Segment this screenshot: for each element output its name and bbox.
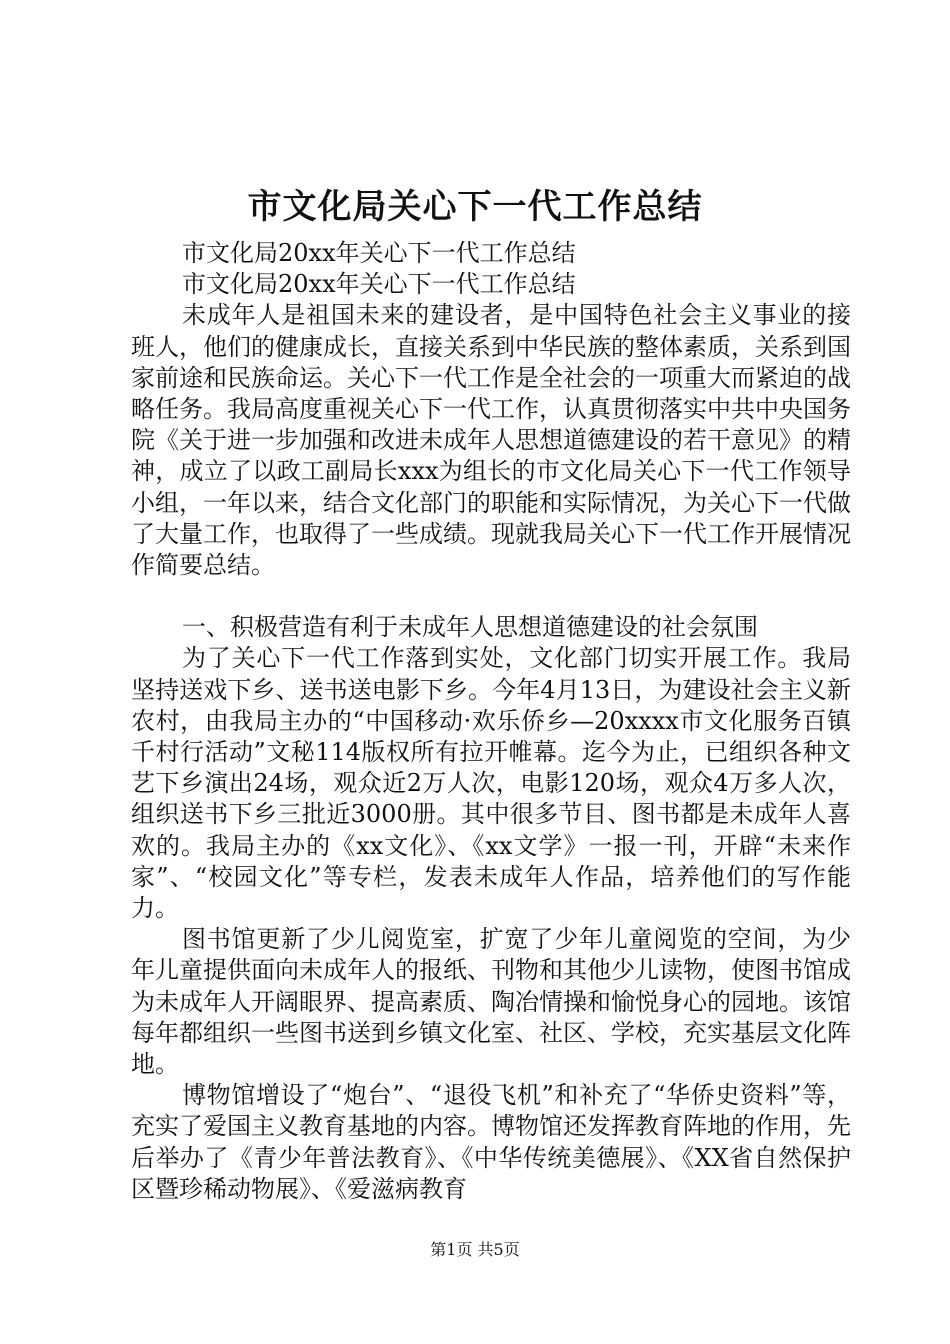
body-paragraph: 为了关心下一代工作落到实处，文化部门切实开展工作。我局坚持送戏下乡、送书送电影下乡。今年4月13日，为建设社会主义新农村，由我局主办的“中国移动·欢乐侨乡—20xxxx市文化服务百镇千村行活动”文秘114版权所有拉开帷幕。迄今为止，已组织各种文艺下乡演出24场，观众近2万人次，电影120场，观众4万多人次，组织送书下乡三批近3000册。其中很多节目、图书都是未成年人喜欢的。我局主办的《xx文化》、《xx文学》一报一刊，开辟“未来作家”、“校园文化”等专栏，发表未成年人作品，培养他们的写作能力。 bbox=[131, 644, 851, 923]
section-heading: 一、积极营造有利于未成年人思想道德建设的社会氛围 bbox=[182, 613, 758, 642]
body-paragraph: 博物馆增设了“炮台”、“退役飞机”和补充了“华侨史资料”等，充实了爱国主义教育基地的内容。博物馆还发挥教育阵地的作用，先后举办了《青少年普法教育》、《中华传统美德展》、《XX省自然保护区暨珍稀动物展》、《爱滋病教育 bbox=[131, 1081, 851, 1203]
body-paragraph: 未成年人是祖国未来的建设者，是中国特色社会主义事业的接班人，他们的健康成长，直接关系到中华民族的整体素质，关系到国家前途和民族命运。关心下一代工作是全社会的一项重大而紧迫的战略任务。我局高度重视关心下一代工作，认真贯彻落实中共中央国务院《关于进一步加强和改进未成年人思想道德建设的若干意见》的精神，成立了以政工副局长xxx为组长的市文化局关心下一代工作领导小组，一年以来，结合文化部门的职能和实际情况，为关心下一代做了大量工作，也取得了一些成绩。现就我局关心下一代工作开展情况作简要总结。 bbox=[131, 301, 851, 580]
body-paragraph: 图书馆更新了少儿阅览室，扩宽了少年儿童阅览的空间，为少年儿童提供面向未成年人的报纸、刊物和其他少儿读物，使图书馆成为未成年人开阔眼界、提高素质、陶冶情操和愉悦身心的园地。该馆每年都组织一些图书送到乡镇文化室、社区、学校，充实基层文化阵地。 bbox=[131, 925, 851, 1079]
page-footer: 第1页 共5页 bbox=[430, 1240, 520, 1259]
document-body bbox=[131, 238, 851, 1205]
subtitle-line: 市文化局20xx年关心下一代工作总结 bbox=[182, 239, 576, 267]
subtitle-line: 市文化局20xx年关心下一代工作总结 bbox=[182, 270, 576, 299]
document-title: 市文化局关心下一代工作总结 bbox=[247, 187, 703, 227]
